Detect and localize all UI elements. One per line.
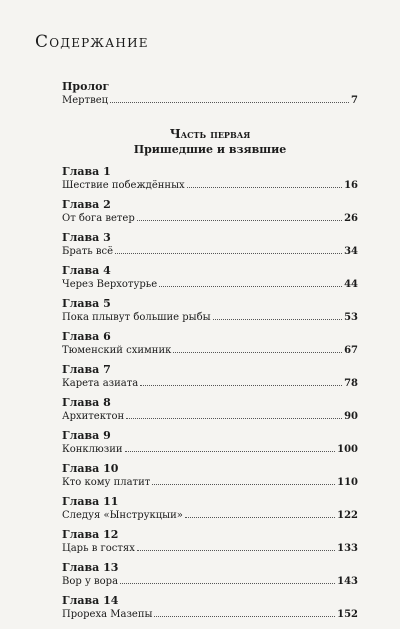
chapter-line xyxy=(62,344,358,357)
chapter-heading: Глава 4 xyxy=(62,264,111,277)
chapter-page-number: 16 xyxy=(344,180,358,191)
prologue-heading: Пролог xyxy=(62,80,110,93)
dot-leader xyxy=(185,516,335,518)
chapter-entry xyxy=(62,462,358,489)
chapter-heading: Глава 1 xyxy=(62,165,111,178)
chapter-page-number: 44 xyxy=(344,279,358,290)
chapter-heading: Глава 5 xyxy=(62,297,111,310)
part-label: Часть первая xyxy=(169,127,251,141)
dot-leader xyxy=(115,252,342,254)
table-of-contents xyxy=(62,80,358,627)
dot-leader xyxy=(159,285,342,287)
chapter-entry xyxy=(62,561,358,588)
chapter-line xyxy=(62,575,358,588)
dot-leader xyxy=(173,351,342,353)
dot-leader xyxy=(137,549,335,551)
chapter-heading: Глава 2 xyxy=(62,198,111,211)
chapter-heading: Глава 12 xyxy=(62,528,119,541)
chapter-page-number: 122 xyxy=(337,510,358,521)
prologue-page: 7 xyxy=(351,95,358,106)
dot-leader xyxy=(126,417,342,419)
chapter-heading: Глава 6 xyxy=(62,330,111,343)
chapter-line xyxy=(62,278,358,291)
chapter-line xyxy=(62,542,358,555)
chapter-title: Кто кому платит xyxy=(62,477,151,488)
prologue-line xyxy=(62,94,358,107)
chapter-heading: Глава 3 xyxy=(62,231,111,244)
chapter-entry xyxy=(62,429,358,456)
chapter-page-number: 100 xyxy=(337,444,358,455)
chapter-heading: Глава 13 xyxy=(62,561,119,574)
chapter-line xyxy=(62,377,358,390)
chapter-entry xyxy=(62,330,358,357)
page-title: Содержание xyxy=(35,32,149,52)
chapter-heading: Глава 9 xyxy=(62,429,111,442)
chapter-page-number: 110 xyxy=(337,477,358,488)
chapter-title: Следуя «Ынструкцыи» xyxy=(62,510,183,521)
chapter-page-number: 78 xyxy=(344,378,358,389)
part-heading xyxy=(62,127,358,157)
prologue-entry xyxy=(62,80,358,107)
chapter-heading: Глава 14 xyxy=(62,594,119,607)
dot-leader xyxy=(125,450,336,452)
chapter-title: Тюменский схимник xyxy=(62,345,172,356)
chapter-heading: Глава 8 xyxy=(62,396,111,409)
chapter-title: Шествие побеждённых xyxy=(62,180,185,191)
chapter-entry xyxy=(62,198,358,225)
dot-leader xyxy=(152,483,335,485)
chapter-line xyxy=(62,608,358,621)
chapter-line xyxy=(62,179,358,192)
chapter-line xyxy=(62,212,358,225)
dot-leader xyxy=(187,186,342,188)
dot-leader xyxy=(137,219,342,221)
chapter-entry xyxy=(62,594,358,621)
chapter-page-number: 152 xyxy=(337,609,358,620)
chapter-heading: Глава 7 xyxy=(62,363,111,376)
chapter-line xyxy=(62,410,358,423)
chapter-line xyxy=(62,443,358,456)
chapter-entry xyxy=(62,231,358,258)
chapter-entry xyxy=(62,396,358,423)
dot-leader xyxy=(213,318,343,320)
chapter-title: Вор у вора xyxy=(62,576,119,587)
chapter-heading: Глава 11 xyxy=(62,495,119,508)
dot-leader xyxy=(110,101,349,103)
chapter-title: Карета азиата xyxy=(62,378,139,389)
chapter-entry xyxy=(62,297,358,324)
chapter-line xyxy=(62,311,358,324)
chapter-title: Архитектон xyxy=(62,411,125,422)
chapter-title: Брать всё xyxy=(62,246,114,257)
chapter-page-number: 34 xyxy=(344,246,358,257)
chapter-page-number: 67 xyxy=(344,345,358,356)
chapter-page-number: 90 xyxy=(344,411,358,422)
chapter-entry xyxy=(62,528,358,555)
chapter-title: Прореха Мазепы xyxy=(62,609,153,620)
chapter-page-number: 143 xyxy=(337,576,358,587)
chapter-heading: Глава 10 xyxy=(62,462,119,475)
chapter-page-number: 53 xyxy=(344,312,358,323)
chapter-page-number: 133 xyxy=(337,543,358,554)
chapter-title: Конклюзии xyxy=(62,444,123,455)
chapter-title: Царь в гостях xyxy=(62,543,135,554)
chapter-line xyxy=(62,245,358,258)
chapter-title: От бога ветер xyxy=(62,213,135,224)
prologue-name: Мертвец xyxy=(62,95,109,106)
chapter-list xyxy=(62,165,358,621)
chapter-entry xyxy=(62,363,358,390)
chapter-page-number: 26 xyxy=(344,213,358,224)
chapter-entry xyxy=(62,495,358,522)
chapter-entry xyxy=(62,264,358,291)
part-name: Пришедшие и взявшие xyxy=(133,143,287,156)
dot-leader xyxy=(120,582,335,584)
chapter-line xyxy=(62,509,358,522)
dot-leader xyxy=(140,384,342,386)
dot-leader xyxy=(154,615,335,617)
chapter-title: Через Верхотурье xyxy=(62,279,158,290)
chapter-entry xyxy=(62,165,358,192)
chapter-title: Пока плывут большие рыбы xyxy=(62,312,211,323)
chapter-line xyxy=(62,476,358,489)
